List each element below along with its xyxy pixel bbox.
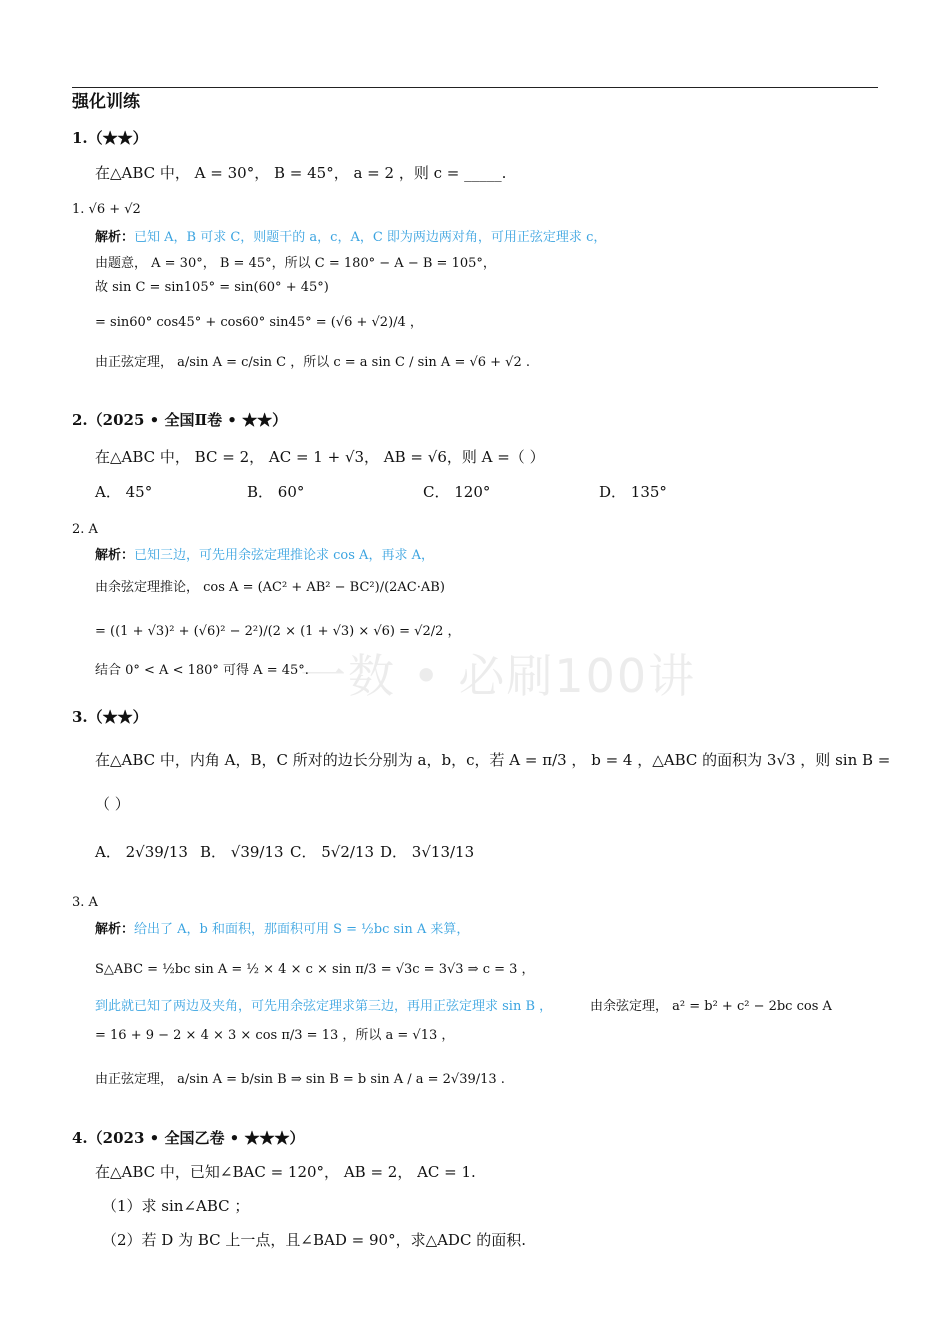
q4-part-1: （1）求 sin∠ABC ； — [102, 1197, 250, 1215]
q3-step: 由正弦定理， a/sin A = b/sin B ⇒ sin B = b sin A / a = 2√39/13 . — [95, 1072, 505, 1087]
q2-answer: 2. A — [72, 522, 98, 537]
q4-stem: 在△ABC 中，已知∠BAC = 120°， AB = 2， AC = 1. — [95, 1163, 476, 1181]
q3-option-d: D． 3√13/13 — [380, 843, 475, 861]
q1-header: 1.（★★） — [72, 129, 148, 147]
q2-analysis — [95, 546, 434, 566]
q1-step: 故 sin C = sin105° = sin(60° + 45°) — [95, 280, 329, 295]
q3-option-a: A． 2√39/13 — [95, 843, 188, 861]
section-title: 强化训练 — [72, 92, 140, 112]
q1-step: = sin60° cos45° + cos60° sin45° = (√6 + √2)/4 ， — [95, 315, 423, 330]
q3-paren: （ ） — [95, 795, 130, 813]
q3-step: = 16 + 9 − 2 × 4 × 3 × cos π/3 = 13 ，所以 a = √13 ， — [95, 1028, 455, 1043]
analysis-hint: 给出了 A，b 和面积，那面积可用 S = ½bc sin A 来算， — [134, 922, 470, 937]
q3-analysis — [95, 920, 469, 940]
q4-part-2: （2）若 D 为 BC 上一点，且∠BAD = 90°，求△ADC 的面积. — [102, 1231, 526, 1249]
q1-stem: 在△ABC 中， A = 30°， B = 45°， a = 2 ，则 c = _____. — [95, 164, 507, 182]
analysis-label: 解析： — [95, 230, 135, 245]
q1-answer: 1. √6 + √2 — [72, 202, 141, 217]
q1-step: 由正弦定理， a/sin A = c/sin C ，所以 c = a sin C / sin A = √6 + √2 . — [95, 355, 531, 370]
q2-option-b: B． 60° — [247, 483, 305, 501]
q2-stem: 在△ABC 中， BC = 2， AC = 1 + √3， AB = √6，则 A =（ ） — [95, 448, 545, 466]
q2-step: = ((1 + √3)² + (√6)² − 2²)/(2 × (1 + √3) × √6) = √2/2 ， — [95, 624, 461, 639]
q3-answer: 3. A — [72, 895, 98, 910]
q1-analysis — [95, 228, 606, 248]
q2-option-d: D． 135° — [599, 483, 667, 501]
analysis-hint: 已知 A，B 可求 C，则题干的 a，c，A，C 即为两边两对角，可用正弦定理求 c， — [134, 230, 607, 245]
watermark: 一数 • 必刷100讲 — [300, 649, 697, 703]
q3-step: 到此就已知了两边及夹角，可先用余弦定理求第三边，再用正弦定理求 sin B ， — [95, 999, 553, 1014]
q2-step: 由余弦定理推论， cos A = (AC² + AB² − BC²)/(2AC·AB) — [95, 580, 445, 595]
q2-option-a: A． 45° — [95, 483, 153, 501]
q4-header: 4.（2023 • 全国乙卷 • ★★★） — [72, 1129, 305, 1147]
top-rule — [72, 87, 878, 88]
analysis-label: 解析： — [95, 922, 135, 937]
analysis-label: 解析： — [95, 548, 135, 563]
q3-step: 由余弦定理， a² = b² + c² − 2bc cos A — [590, 999, 832, 1014]
q3-option-b: B． √39/13 — [200, 843, 284, 861]
q3-header: 3.（★★） — [72, 708, 148, 726]
q2-option-c: C． 120° — [423, 483, 491, 501]
q3-option-c: C． 5√2/13 — [290, 843, 375, 861]
analysis-hint: 已知三边，可先用余弦定理推论求 cos A，再求 A， — [134, 548, 434, 563]
q2-step: 结合 0° < A < 180° 可得 A = 45°. — [95, 663, 309, 678]
q1-step: 由题意， A = 30°， B = 45°，所以 C = 180° − A − B = 105°， — [95, 256, 496, 271]
q3-step: S△ABC = ½bc sin A = ½ × 4 × c × sin π/3 = √3c = 3√3 ⇒ c = 3 ， — [95, 962, 535, 977]
q3-stem: 在△ABC 中，内角 A，B，C 所对的边长分别为 a，b，c，若 A = π/3 ， b = 4 ，△ABC 的面积为 3√3 ，则 sin B = — [95, 751, 891, 769]
q2-header: 2.（2025 • 全国Ⅱ卷 • ★★） — [72, 411, 288, 429]
